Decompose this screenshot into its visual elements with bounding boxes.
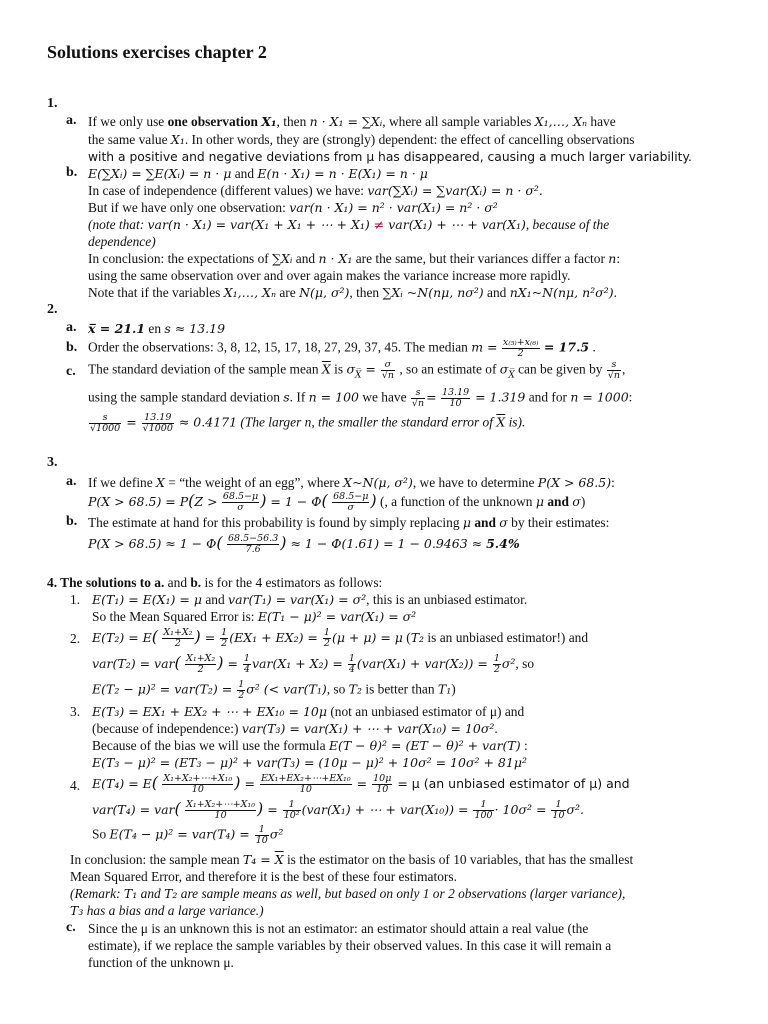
s4-remark-line1: (Remark: T₁ and T₂ are sample means as well, but based on only 1 or 2 observations (larger variance), [70, 886, 626, 901]
phi-fraction: $\frac{68.5-\mu}{\sigma}$ [333, 491, 369, 514]
s4-item-3-line2: (because of independence:) var(T₃) = var(X₁) + ⋯ + var(X₁₀) = 10σ². [92, 721, 498, 736]
s-over-root-1000: $\frac{s}{√1000}$ [90, 412, 121, 434]
quarter-fraction-2: $\frac{1}{4}$ [348, 653, 355, 676]
s4-item-3-line4: E(T₃ − μ)² = (ET₃ − μ)² + var(T₃) = (10μ − μ)² + 10σ² = 10σ² + 81μ² [92, 755, 527, 770]
s1-b-line1: E(∑Xᵢ) = ∑E(Xᵢ) = n · μ and E(n · X₁) = n · E(X₁) = n · μ [88, 166, 428, 181]
s-over-root-n-2: $\frac{s}{√n}$ [411, 387, 425, 409]
se-fraction-100: $\frac{13.19}{10}$ [441, 387, 470, 409]
s4-item-3-line3: Because of the bias we will use the formula E(T − θ)² = (ET − θ)² + var(T) : [92, 738, 528, 753]
t4-expect-fraction: $\frac{\text{EX₁+EX₂+⋯+EX₁₀}}{10}$ [260, 773, 351, 796]
s4-conclusion-line2: Mean Squared Error, and therefore it is the best of these four estimators. [70, 869, 457, 884]
s1-a-line1: If we only use one observation X₁, then n · X₁ = ∑Xᵢ, where all sample variables X₁,…, Xₙ have [88, 114, 616, 129]
section-2-number: 2. [47, 302, 58, 317]
half-fraction-2: $\frac{1}{2}$ [323, 627, 330, 650]
s1-b-line5: dependence) [88, 234, 156, 249]
s4-c-line1: Since the μ is an unknown this is not an estimator: an estimator should attain a real value (the [88, 921, 589, 936]
s4-item-1-number: 1. [70, 592, 81, 607]
one-over-10: $\frac{1}{10}$ [552, 799, 565, 822]
s3-b-label: b. [66, 514, 78, 529]
s3-b-line1: The estimate at hand for this probability is found by simply replacing μ and σ by their estimates: [88, 515, 610, 530]
section-4-intro: 4. The solutions to a. and b. is for the 4 estimators as follows: [47, 575, 383, 590]
s1-b-line3: But if we have only one observation: var(n · X₁) = n² · var(X₁) = n² · σ² [88, 200, 498, 215]
s1-b-line8: Note that if the variables X₁,…, Xₙ are N(μ, σ²), then ∑Xᵢ ~N(nμ, nσ²) and nX₁~N(nμ, n²σ²). [88, 285, 617, 300]
s1-a-line2: the same value X₁. In other words, they are (strongly) dependent: the effect of cancelling observations [88, 132, 635, 147]
section-3-number: 3. [47, 455, 58, 470]
s4-remark-line2: T₃ has a bias and a large variance.) [70, 903, 264, 918]
s1-a-label: a. [66, 113, 77, 128]
s4-item-1-line2: So the Mean Squared Error is: E(T₁ − μ)² = var(X₁) = σ² [92, 609, 417, 624]
se-fraction-1000: $\frac{13.19}{√1000}$ [142, 412, 173, 434]
s3-b-line2: P(X > 68.5) ≈ 1 − Φ( $\frac{68.5-56.3}{7.6}$ ) ≈ 1 − Φ(1.61) = 1 − 0.9463 ≈ 5.4% [88, 533, 520, 556]
s4-item-2-number: 2. [70, 631, 81, 646]
s4-item-3-line1: E(T₃) = EX₁ + EX₂ + ⋯ + EX₁₀ = 10μ (not an unbiased estimator of μ) and [92, 704, 525, 719]
s3-a-line1: If we define X = “the weight of an egg”, where X~N(μ, σ²), we have to determine P(X > 68.5): [88, 475, 615, 490]
s4-item-2-line1: E(T₂) = E( $\frac{\text{X₁+X₂}}{2}$ ) = $\frac{1}{2}$ (EX₁ + EX₂) = $\frac{1}{2}$ (μ + μ) = μ (T₂ is an unbiased estimator!) and [92, 627, 589, 650]
s1-b-label: b. [66, 165, 78, 180]
s2-a-line: x̅ = 21.1 en s ≈ 13.19 [88, 321, 226, 336]
t4-mu-fraction: $\frac{10\mu}{10}$ [373, 773, 392, 796]
page-title: Solutions exercises chapter 2 [47, 42, 267, 62]
s4-item-3-number: 3. [70, 704, 81, 719]
t4-var-fraction: $\frac{\text{X₁+X₂+⋯+X₁₀}}{10}$ [186, 799, 256, 822]
s4-item-1-line1: E(T₁) = E(X₁) = μ and var(T₁) = var(X₁) = σ², this is an unbiased estimator. [92, 592, 528, 607]
half-fraction-4: $\frac{1}{2}$ [238, 679, 245, 701]
s1-b-line4: (note that: var(n · X₁) = var(X₁ + X₁ + ⋯ + X₁) ≠ var(X₁) + ⋯ + var(X₁), because of the [88, 217, 610, 232]
half-fraction: $\frac{1}{2}$ [221, 627, 228, 650]
t2-var-fraction: $\frac{\text{X₁+X₂}}{2}$ [186, 653, 216, 676]
s2-c-label: c. [66, 364, 76, 379]
t2-mean-fraction: $\frac{\text{X₁+X₂}}{2}$ [163, 627, 193, 650]
s4-c-line2: estimate), if we replace the sample variables by their observed values. In this case it will remain a [88, 938, 612, 953]
median-fraction: $\frac{\text{x₍₅₎+x₍₆₎}}{2}$ [502, 337, 539, 359]
s2-b-line: Order the observations: 3, 8, 12, 15, 17, 18, 27, 29, 37, 45. The median m = $\frac{\text{x₍₅₎+x₍₆₎}}{2}$ = 17.5 . [88, 337, 596, 359]
t4-mean-fraction: $\frac{\text{X₁+X₂+⋯+X₁₀}}{10}$ [163, 773, 233, 796]
z-fraction: $\frac{68.5-\mu}{\sigma}$ [222, 491, 259, 514]
s-over-root-n: $\frac{s}{√n}$ [607, 359, 621, 381]
s2-c-line2: using the sample standard deviation s. If n = 100 we have $\frac{s}{√n}$ = $\frac{13.19}{10}$ = 1.319 and for n = 1000: [88, 387, 633, 409]
s1-b-line2: In case of independence (different values) we have: var(∑Xᵢ) = ∑var(Xᵢ) = n · σ². [88, 183, 543, 198]
s4-item-4-line3: So E(T₄ − μ)² = var(T₄) = $\frac{1}{10}$ σ² [92, 824, 284, 846]
one-over-100-sq: $\frac{1}{\text{10²}}$ [283, 799, 300, 822]
s4-item-2-line3: E(T₂ − μ)² = var(T₂) = $\frac{1}{2}$ σ² (< var(T₁), so T₂ is better than T₁) [92, 679, 456, 701]
estimate-fraction: $\frac{68.5-56.3}{7.6}$ [227, 533, 279, 556]
s4-item-4-number: 4. [70, 778, 81, 793]
s4-item-4-line2: var(T₄) = var( $\frac{\text{X₁+X₂+⋯+X₁₀}}{10}$ ) = $\frac{1}{\text{10²}}$ (var(X₁) + ⋯ + var(X₁₀)) = $\frac{1}{100}$ · 10σ² = $\frac{1}{10}$ σ². [92, 799, 585, 822]
section-1-number: 1. [47, 96, 58, 111]
s2-c-line1: The standard deviation of the sample mean $\overline{X}$ is $\sigma_{X̅}$ = $\frac{\sigma}{√n}$ , so an estimate of $\sigma_{X̅}$ can be given by $\frac{s}{√n}$ , [88, 359, 626, 381]
half-fraction-3: $\frac{1}{2}$ [493, 653, 500, 676]
s4-c-label: c. [66, 920, 76, 935]
s4-item-2-line2: var(T₂) = var( $\frac{\text{X₁+X₂}}{2}$ ) = $\frac{1}{4}$ var(X₁ + X₂) = $\frac{1}{4}$ (var(X₁) + var(X₂)) = $\frac{1}{2}$ σ², so [92, 653, 535, 676]
s4-c-line3: function of the unknown μ. [88, 955, 234, 970]
s1-b-line6: In conclusion: the expectations of ∑Xᵢ and n · X₁ are the same, but their variances differ a factor n: [88, 251, 621, 266]
s4-item-4-line1: E(T₄) = E( $\frac{\text{X₁+X₂+⋯+X₁₀}}{10}$ ) = $\frac{\text{EX₁+EX₂+⋯+EX₁₀}}{10}$ = $\frac{10\mu}{10}$ = μ (an unbiased estimator of μ) and [92, 773, 630, 796]
s2-b-label: b. [66, 340, 78, 355]
one-over-100: $\frac{1}{100}$ [474, 799, 493, 822]
s3-a-label: a. [66, 474, 77, 489]
quarter-fraction: $\frac{1}{4}$ [243, 653, 250, 676]
s1-a-line3: with a positive and negative deviations from μ has disappeared, causing a much larger variability. [88, 150, 692, 164]
s2-c-line3: $\frac{s}{√1000}$ = $\frac{13.19}{√1000}$ ≈ 0.4171 (The larger n, the smaller the standard error of $\overline{X}$ is). [90, 412, 526, 434]
s3-a-line2: P(X > 68.5) = P(Z > $\frac{68.5-\mu}{\sigma}$ ) = 1 − Φ( $\frac{68.5-\mu}{\sigma}$ ) (, a function of the unknown μ and σ) [88, 491, 586, 514]
s2-a-label: a. [66, 320, 77, 335]
one-over-10-b: $\frac{1}{10}$ [255, 824, 268, 846]
s4-conclusion-line1: In conclusion: the sample mean $T_4 = \overline{X}$ is the estimator on the basis of 10 variables, that has the smallest [70, 852, 634, 867]
sigma-over-root-n: $\frac{\sigma}{√n}$ [381, 359, 394, 381]
s1-b-line7: using the same observation over and over again makes the variance increase more rapidly. [88, 268, 571, 283]
